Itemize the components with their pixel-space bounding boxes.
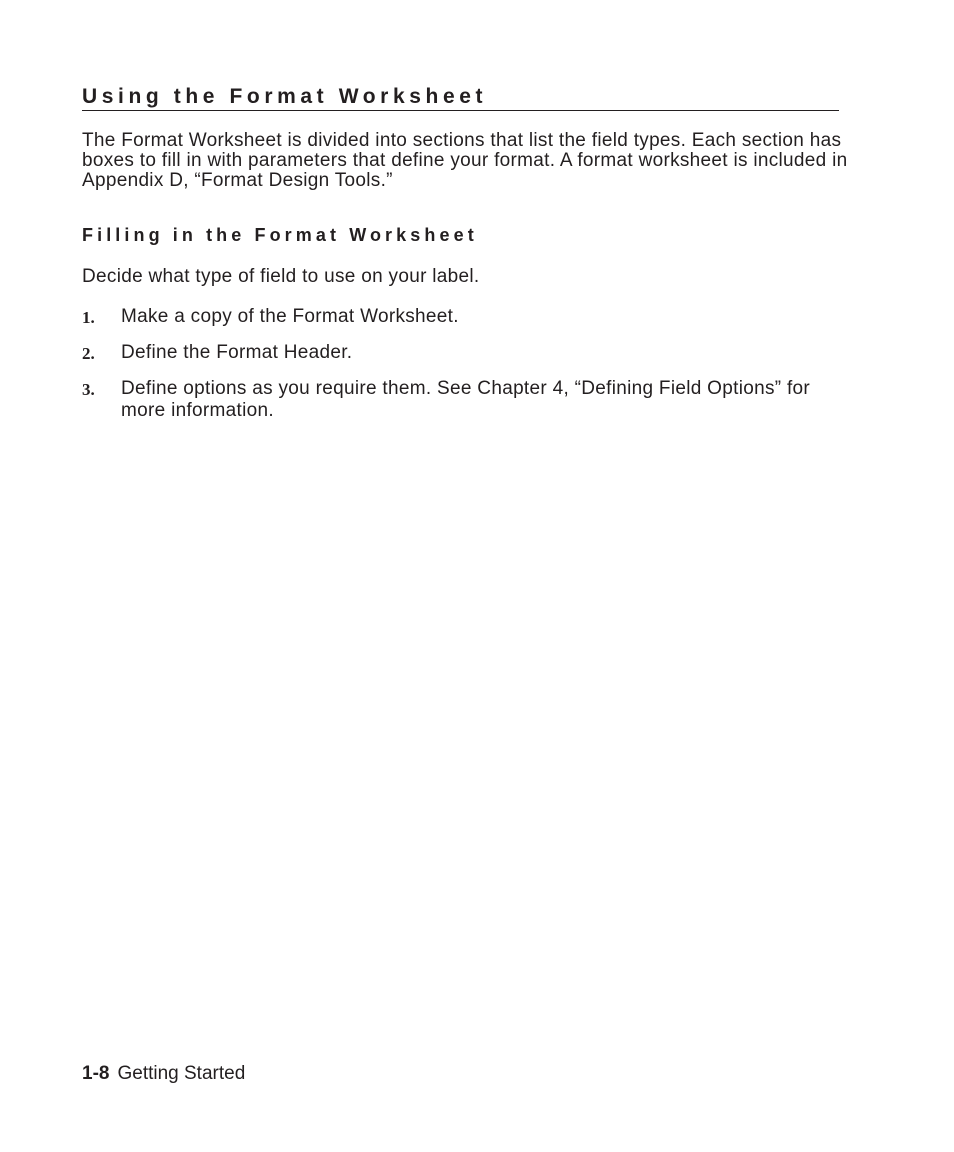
step-number: 3.: [82, 380, 95, 399]
lead-paragraph: Decide what type of field to use on your label.: [82, 266, 480, 287]
page-footer: [82, 1063, 245, 1085]
intro-paragraph: The Format Worksheet is divided into sections that list the field types. Each section has boxes to fill in with parameters that define your format. A format worksheet is included in Appendix D, “Format Design Tools.”: [82, 130, 848, 191]
step-number: 1.: [82, 308, 95, 327]
section-heading: Using the Format Worksheet: [82, 84, 839, 111]
step-item: [82, 306, 842, 328]
subsection-heading: Filling in the Format Worksheet: [82, 225, 478, 245]
footer-section-title: Getting Started: [117, 1063, 246, 1084]
step-text: Define the Format Header.: [121, 342, 353, 363]
step-text: Make a copy of the Format Worksheet.: [121, 306, 459, 327]
step-number: 2.: [82, 344, 95, 363]
step-item: [82, 342, 842, 364]
page-number: 1-8: [82, 1063, 110, 1084]
step-item: [82, 378, 842, 422]
step-text: Define options as you require them. See Chapter 4, “Defining Field Options” for more information.: [121, 378, 811, 421]
steps-list: [82, 306, 842, 436]
